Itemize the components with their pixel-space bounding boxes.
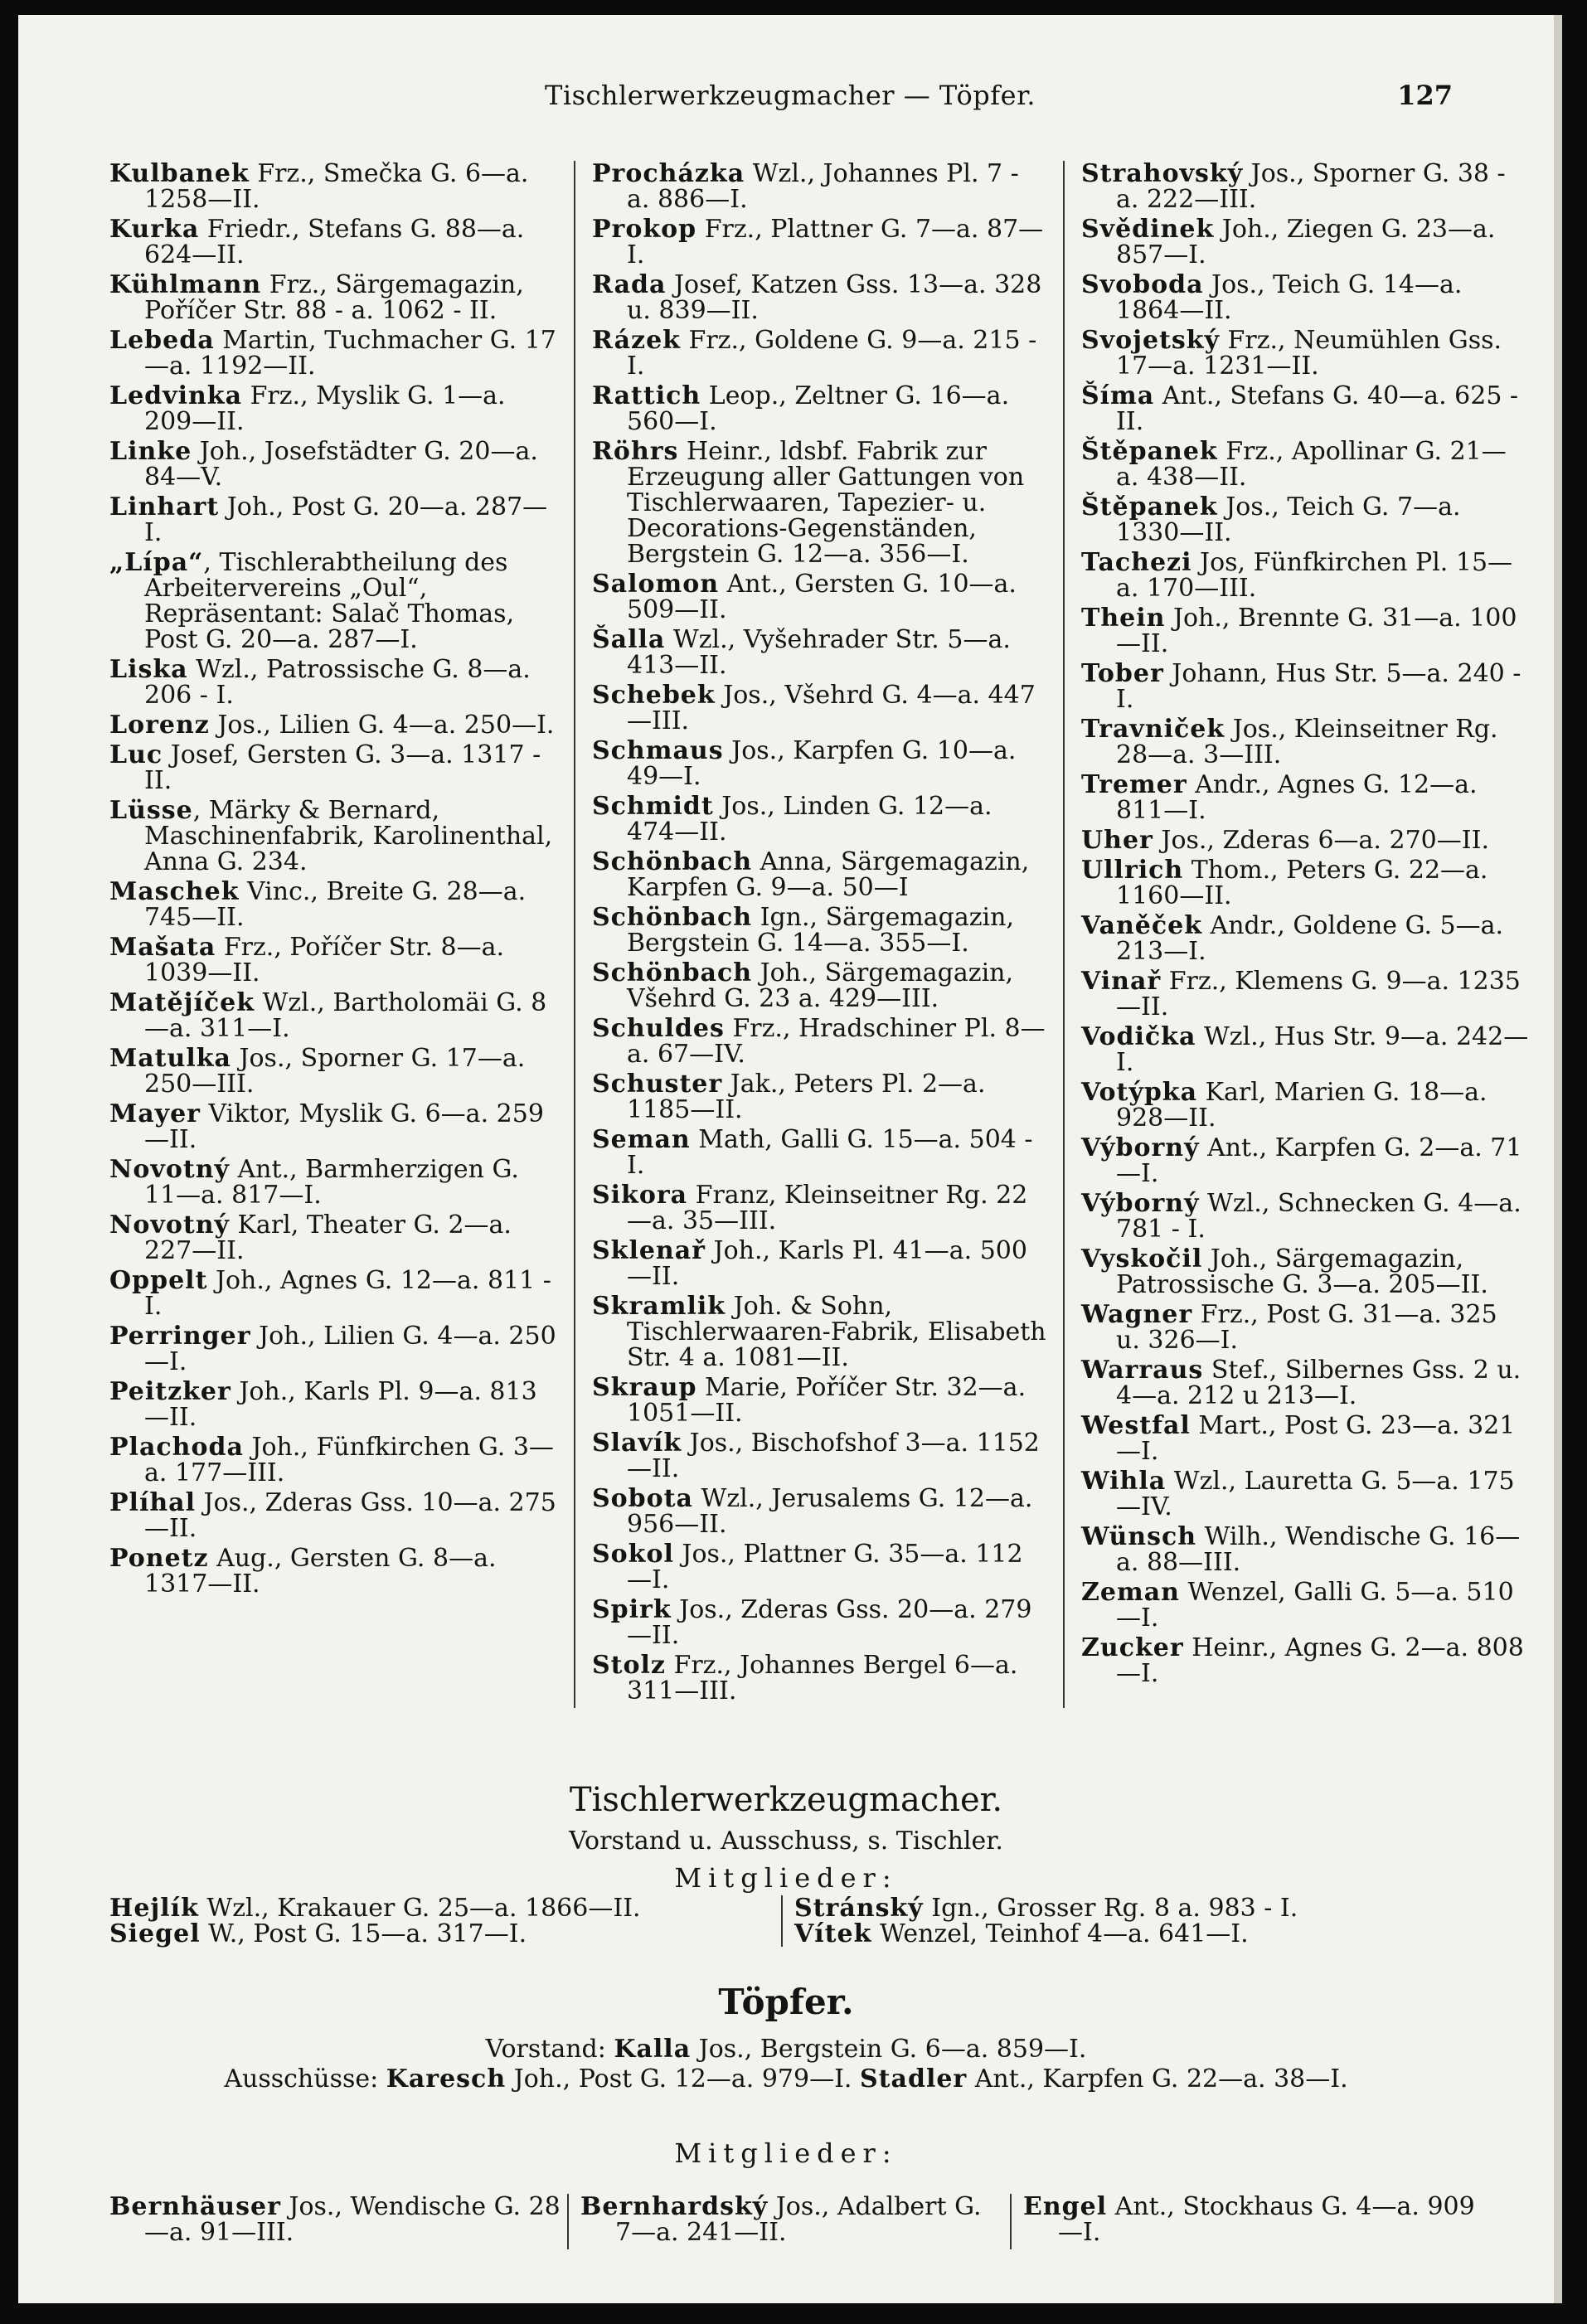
directory-entry [109,1895,781,1921]
vorstand-label: Vorstand: [485,2035,614,2064]
directory-entry [1081,968,1529,1020]
ausschuss-detail-1: Joh., Post G. 12—a. 979—I. [506,2064,860,2094]
entry-name: Bernhäuser [109,2192,281,2221]
entry-details: Vinc., Breite G. 28—a. 745—II. [144,877,527,932]
entry-name: Vinař [1081,967,1162,996]
entry-name: Westfal [1081,1411,1191,1440]
directory-entry [1081,716,1529,768]
directory-entry [592,1127,1046,1178]
entry-details: Frz., Plattner G. 7—a. 87—I. [627,215,1044,269]
entry-name: Bernhardský [580,2192,769,2221]
entry-details: Jos, Fünfkirchen Pl. 15—a. 170—III. [1116,548,1513,603]
entry-details: Wzl., Schnecken G. 4—a. 781 - I. [1116,1189,1521,1244]
entry-name: Mašata [109,933,216,962]
directory-entry [592,383,1046,434]
directory-entry [1081,272,1529,323]
entry-details: Frz., Poříčer Str. 8—a. 1039—II. [144,933,505,987]
entry-name: Salomon [592,570,720,599]
entry-name: Strahovský [1081,159,1244,188]
directory-entry [592,682,1046,734]
entry-details: Ign., Grosser Rg. 8 a. 983 - I. [923,1894,1298,1923]
werkzeug-members [109,1895,1519,1947]
entry-name: Stránský [794,1894,924,1923]
entry-name: Kulbanek [109,159,250,188]
directory-entry [109,2194,567,2245]
directory-entry [794,1895,1453,1921]
topfer-column-2 [567,2194,1012,2249]
directory-entry [1081,605,1529,657]
entry-details: Wzl., Hus Str. 9—a. 242—I. [1116,1022,1529,1077]
directory-entry [1081,661,1529,712]
entry-name: Maschek [109,877,240,906]
directory-entry [592,1652,1046,1704]
directory-entry [109,1921,781,1947]
directory-page [18,15,1562,2303]
directory-entry [109,1212,557,1264]
entry-name: Ullrich [1081,856,1184,885]
directory-entry [109,1434,557,1486]
entry-details: Ant., Karpfen G. 2—a. 71—I. [1116,1133,1522,1188]
directory-entry [592,161,1046,212]
entry-details: Josef, Katzen Gss. 13—a. 328 u. 839—II. [627,270,1042,325]
entry-details: Math, Galli G. 15—a. 504 - I. [627,1125,1033,1180]
directory-entry [1081,327,1529,379]
entry-name: Štěpanek [1081,437,1218,466]
directory-entry [592,439,1046,567]
directory-entry [592,738,1046,789]
entry-name: Matějíček [109,988,255,1017]
directory-entry [109,1268,557,1319]
entry-details: Frz., Post G. 31—a. 325 u. 326—I. [1116,1300,1497,1355]
entry-details: Karl, Theater G. 2—a. 227—II. [144,1211,512,1265]
directory-entry [1081,1080,1529,1131]
entry-details: Wenzel, Galli G. 5—a. 510—I. [1116,1578,1514,1633]
directory-entry [1081,494,1529,546]
entry-details: Jos., Linden G. 12—a. 474—II. [627,792,992,847]
entry-name: Luc [109,740,163,769]
directory-entry [109,327,557,379]
entry-columns [109,161,1529,1708]
column-1 [109,161,574,1601]
entry-name: Schönbach [592,847,753,876]
entry-name: Liska [109,655,188,684]
entry-details: Frz., Neumühlen Gss. 17—a. 1231—II. [1116,326,1502,381]
page-number: 127 [1397,80,1453,111]
entry-name: Sikora [592,1181,688,1210]
entry-name: Plíhal [109,1488,196,1517]
entry-name: Procházka [592,159,745,188]
entry-name: Vyskočil [1081,1244,1203,1274]
ausschuss-label: Ausschüsse: [224,2064,386,2094]
entry-name: Siegel [109,1919,201,1948]
directory-entry [109,1323,557,1375]
directory-entry [109,742,557,793]
entry-details: Andr., Goldene G. 5—a. 213—I. [1116,911,1504,966]
section-title-topfer: Töpfer. [718,1982,854,2022]
entry-name: Tober [1081,659,1164,688]
directory-entry [592,327,1046,379]
entry-details: Ign., Särgemagazin, Bergstein G. 14—a. 355—I. [627,903,1014,958]
entry-details: Jos., Teich G. 7—a. 1330—II. [1116,492,1461,547]
entry-details: Marie, Poříčer Str. 32—a. 1051—II. [627,1373,1026,1428]
entry-name: Plachoda [109,1433,244,1462]
entry-details: , Tischlerabtheilung des Arbeitervereins „Oul“, Repräsentant: Salač Thomas, Post G. 20—a. 287—I. [144,548,515,654]
entry-details: Joh., Agnes G. 12—a. 811 - I. [144,1266,551,1321]
directory-entry [109,798,557,875]
directory-entry [592,1238,1046,1289]
directory-entry [1081,1135,1529,1186]
directory-entry [109,439,557,490]
directory-entry [592,793,1046,845]
entry-details: Wzl., Lauretta G. 5—a. 175—IV. [1116,1467,1515,1521]
entry-name: Štěpanek [1081,492,1218,522]
directory-entry [1081,1468,1529,1520]
entry-name: Schebek [592,681,716,710]
directory-entry [592,272,1046,323]
entry-name: Perringer [109,1322,251,1351]
entry-details: Jak., Peters Pl. 2—a. 1185—II. [627,1070,986,1124]
entry-details: Heinr., Agnes G. 2—a. 808—I. [1116,1633,1524,1688]
entry-name: Svojetský [1081,326,1221,355]
werkzeug-right-list [781,1895,1453,1947]
entry-details: Stef., Silbernes Gss. 2 u. 4—a. 212 u 213—I. [1116,1356,1521,1410]
directory-entry [592,1541,1046,1593]
topfer-column-3 [1012,2194,1476,2249]
topfer-vorstand [18,2036,1554,2062]
directory-entry [592,1597,1046,1648]
entry-details: Heinr., ldsbf. Fabrik zur Erzeugung aller Gattungen von Tischlerwaaren, Tapezier- u. Decorations-Gegenständen, Bergstein G. 12—a. 356—I. [627,437,1025,569]
entry-name: Vítek [794,1919,872,1948]
entry-details: Ant., Gersten G. 10—a. 509—II. [627,570,1017,624]
entry-details: Wenzel, Teinhof 4—a. 641—I. [871,1919,1249,1948]
entry-name: Vodička [1081,1022,1196,1051]
entry-name: Schmaus [592,736,724,765]
entry-name: Peitzker [109,1377,231,1406]
entry-details: Josef, Gersten G. 3—a. 1317 - II. [144,740,541,795]
directory-entry [1081,1024,1529,1075]
directory-entry [1081,857,1529,909]
entry-name: Rattich [592,381,701,410]
entry-name: Mayer [109,1099,201,1128]
entry-details: Aug., Gersten G. 8—a. 1317—II. [144,1544,497,1599]
entry-name: Lorenz [109,711,210,740]
entry-details: Jos., Teich G. 14—a. 1864—II. [1116,270,1463,325]
directory-entry [109,1101,557,1152]
directory-entry [1081,216,1529,268]
entry-details: Mart., Post G. 23—a. 321—I. [1116,1411,1516,1466]
topfer-members [109,2194,1476,2249]
directory-entry [1081,161,1529,212]
entry-details: Karl, Marien G. 18—a. 928—II. [1116,1078,1488,1133]
entry-name: Šalla [592,625,666,654]
directory-entry [109,1157,557,1208]
directory-entry [109,657,557,708]
entry-name: Novotný [109,1211,230,1240]
entry-details: Jos., Adalbert G. 7—a. 241—II. [615,2192,982,2247]
entry-details: Wzl., Bartholomäi G. 8—a. 311—I. [144,988,547,1043]
entry-name: Slavík [592,1429,682,1458]
directory-entry [1081,1524,1529,1575]
entry-name: Ledvinka [109,381,243,410]
directory-entry [580,2194,998,2245]
entry-details: Wzl., Johannes Pl. 7 - a. 886—I. [627,159,1019,214]
directory-entry [592,905,1046,956]
entry-name: Röhrs [592,437,679,466]
entry-name: Wünsch [1081,1522,1197,1551]
entry-details: Friedr., Stefans G. 88—a. 624—II. [144,215,525,269]
directory-entry [109,1046,557,1097]
entry-name: Wihla [1081,1467,1167,1496]
entry-details: Jos., Lilien G. 4—a. 250—I. [209,711,555,740]
entry-details: Jos., Zderas Gss. 10—a. 275—II. [144,1488,556,1543]
entry-details: Jos., Sporner G. 38 - a. 222—III. [1116,159,1506,214]
entry-name: Hejlík [109,1894,199,1923]
page-header [109,80,1471,126]
directory-entry [109,934,557,986]
entry-name: Sobota [592,1484,693,1513]
entry-details: Anna, Särgemagazin, Karpfen G. 9—a. 50—I [627,847,1030,902]
directory-entry [1023,2194,1476,2245]
directory-entry [1081,1635,1529,1686]
directory-entry [592,960,1046,1012]
entry-details: Ant., Barmherzigen G. 11—a. 817—I. [144,1155,519,1210]
entry-details: Wzl., Patrossische G. 8—a. 206 - I. [144,655,531,710]
entry-name: Sklenař [592,1236,706,1265]
entry-name: Warraus [1081,1356,1204,1385]
directory-entry [109,990,557,1041]
entry-name: Skraup [592,1373,697,1402]
directory-entry [1081,827,1529,853]
entry-name: Engel [1023,2192,1108,2221]
entry-details: Joh., Fünfkirchen G. 3—a. 177—III. [144,1433,554,1487]
entry-name: Schuldes [592,1014,725,1043]
entry-name: Travniček [1081,715,1225,744]
entry-name: Schönbach [592,903,753,932]
entry-details: Jos., Všehrd G. 4—a. 447—III. [627,681,1036,735]
entry-details: Martin, Tuchmacher G. 17—a. 1192—II. [144,326,556,381]
entry-name: Wagner [1081,1300,1193,1329]
entry-name: Oppelt [109,1266,208,1295]
entry-name: Lebeda [109,326,215,355]
entry-details: Jos., Kleinseitner Rg. 28—a. 3—III. [1116,715,1498,769]
directory-entry [109,272,557,323]
entry-details: Joh., Post G. 20—a. 287—I. [144,492,548,547]
entry-details: Frz., Klemens G. 9—a. 1235—II. [1116,967,1521,1021]
entry-details: , Märky & Bernard, Maschinenfabrik, Karolinenthal, Anna G. 234. [144,796,553,876]
directory-entry [1081,1357,1529,1409]
ausschuss-detail-2: Ant., Karpfen G. 22—a. 38—I. [967,2064,1348,2094]
entry-name: Matulka [109,1044,231,1073]
entry-details: Joh. & Sohn, Tischlerwaaren-Fabrik, Elisabeth Str. 4 a. 1081—II. [627,1292,1046,1372]
directory-entry [1081,772,1529,823]
entry-details: Frz., Apollinar G. 21—a. 438—II. [1116,437,1507,492]
entry-name: Lüsse [109,796,193,825]
entry-details: Frz., Hradschiner Pl. 8—a. 67—IV. [627,1014,1046,1069]
directory-entry [109,216,557,268]
entry-name: Tremer [1081,770,1187,799]
directory-entry [794,1921,1453,1947]
entry-details: Ant., Stockhaus G. 4—a. 909—I. [1058,2192,1475,2247]
directory-entry [592,849,1046,900]
entry-name: Zucker [1081,1633,1184,1662]
entry-name: Spirk [592,1595,672,1624]
entry-name: Novotný [109,1155,230,1184]
entry-name: Stolz [592,1651,666,1680]
entry-details: Jos., Zderas Gss. 20—a. 279—II. [627,1595,1032,1650]
entry-name: Tachezi [1081,548,1192,577]
entry-name: Thein [1081,604,1166,633]
directory-entry [592,627,1046,678]
directory-entry [109,161,557,212]
entry-details: Johann, Hus Str. 5—a. 240 - I. [1116,659,1521,714]
entry-name: Linhart [109,492,220,522]
directory-entry [109,879,557,930]
werkzeug-left-list [109,1895,781,1947]
entry-details: Frz., Johannes Bergel 6—a. 311—III. [627,1651,1018,1705]
directory-entry [109,1490,557,1541]
directory-entry [109,383,557,434]
entry-name: Svoboda [1081,270,1204,299]
entry-name: Kurka [109,215,200,244]
section-subtitle-werkzeugmacher: Vorstand u. Ausschuss, s. Tischler. [569,1827,1003,1856]
directory-entry [109,1379,557,1430]
entry-name: Rázek [592,326,681,355]
entry-name: Linke [109,437,192,466]
entry-details: Joh., Karls Pl. 9—a. 813—II. [144,1377,537,1432]
entry-details: Joh., Brennte G. 31—a. 100—II. [1116,604,1517,658]
entry-details: Wzl., Krakauer G. 25—a. 1866—II. [198,1894,641,1923]
entry-details: Viktor, Myslik G. 6—a. 259—II. [144,1099,544,1154]
entry-details: Ant., Stefans G. 40—a. 625 - II. [1116,381,1519,436]
directory-entry [109,494,557,546]
directory-entry [592,1182,1046,1234]
entry-name: Rada [592,270,667,299]
directory-entry [592,1016,1046,1067]
directory-entry [109,550,557,653]
entry-details: Wilh., Wendische G. 16—a. 88—III. [1116,1522,1521,1577]
entry-name: Výborný [1081,1189,1200,1218]
topfer-column-1 [109,2194,567,2249]
section-title-werkzeugmacher: Tischlerwerkzeugmacher. [569,1781,1003,1819]
entry-details: Joh., Karls Pl. 41—a. 500—II. [627,1236,1027,1291]
entry-details: Joh., Särgemagazin, Všehrd G. 23 a. 429—III. [627,958,1014,1013]
directory-entry [1081,1302,1529,1353]
entry-name: Výborný [1081,1133,1200,1162]
entry-details: Franz, Kleinseitner Rg. 22—a. 35—III. [627,1181,1028,1235]
column-2 [574,161,1065,1708]
directory-entry [592,571,1046,623]
vorstand-detail: Jos., Bergstein G. 6—a. 859—I. [691,2035,1087,2064]
entry-details: Leop., Zeltner G. 16—a. 560—I. [627,381,1010,436]
entry-details: Andr., Agnes G. 12—a. 811—I. [1116,770,1478,825]
directory-entry [1081,1413,1529,1464]
directory-entry [1081,1246,1529,1298]
directory-entry [1081,1191,1529,1242]
column-3 [1065,161,1529,1691]
directory-entry [1081,383,1529,434]
entry-name: Sokol [592,1540,674,1569]
entry-details: W., Post G. 15—a. 317—I. [200,1919,527,1948]
entry-details: Frz., Goldene G. 9—a. 215 - I. [627,326,1037,381]
entry-name: Seman [592,1125,691,1154]
entry-details: Joh., Josefstädter G. 20—a. 84—V. [144,437,538,492]
members-heading: Mitglieder: [674,1862,898,1894]
topfer-members-heading: Mitglieder: [674,2137,898,2169]
entry-details: Jos., Bischofshof 3—a. 1152—II. [627,1429,1040,1483]
directory-entry [109,712,557,738]
entry-name: Skramlik [592,1292,726,1321]
vorstand-name: Kalla [614,2035,692,2064]
directory-entry [592,1375,1046,1426]
entry-details: Jos., Karpfen G. 10—a. 49—I. [627,736,1017,791]
entry-details: Wzl., Jerusalems G. 12—a. 956—II. [627,1484,1033,1539]
ausschuss-name-1: Karesch [386,2064,507,2094]
entry-name: Schmidt [592,792,714,821]
entry-details: Wzl., Vyšehrader Str. 5—a. 413—II. [627,625,1011,680]
entry-details: Joh., Ziegen G. 23—a. 857—I. [1116,215,1496,269]
entry-name: Kühlmann [109,270,262,299]
entry-name: Votýpka [1081,1078,1198,1107]
entry-name: Uher [1081,826,1153,855]
directory-entry [1081,1579,1529,1631]
directory-entry [1081,439,1529,490]
entry-name: Schuster [592,1070,723,1099]
entry-details: Jos., Plattner G. 35—a. 112—I. [627,1540,1023,1594]
directory-entry [1081,913,1529,964]
directory-entry [592,216,1046,268]
entry-details: Frz., Smečka G. 6—a. 1258—II. [144,159,529,214]
ausschuss-name-2: Stadler [860,2064,968,2094]
entry-name: Svědinek [1081,215,1215,244]
entry-name: Ponetz [109,1544,209,1573]
entry-name: Šíma [1081,381,1155,410]
directory-entry [592,1486,1046,1537]
entry-details: Joh., Särgemagazin, Patrossische G. 3—a. 205—II. [1116,1244,1488,1299]
entry-name: Vaněček [1081,911,1202,940]
running-title: Tischlerwerkzeugmacher — Töpfer. [544,80,1036,111]
entry-details: Frz., Särgemagazin, Poříčer Str. 88 - a. 1062 - II. [144,270,524,325]
entry-details: Frz., Myslik G. 1—a. 209—II. [144,381,506,436]
entry-details: Joh., Lilien G. 4—a. 250—I. [144,1322,556,1376]
entry-details: Jos., Wendische G. 28—a. 91—III. [144,2192,561,2247]
directory-entry [592,1293,1046,1371]
directory-entry [109,1545,557,1597]
entry-name: Prokop [592,215,697,244]
entry-details: Jos., Sporner G. 17—a. 250—III. [144,1044,526,1099]
topfer-ausschuesse [18,2066,1554,2092]
directory-entry [592,1430,1046,1482]
entry-details: Thom., Peters G. 22—a. 1160—II. [1116,856,1488,910]
directory-entry [592,1071,1046,1123]
entry-details: Jos., Zderas 6—a. 270—II. [1153,826,1490,855]
entry-name: „Lípa“ [109,548,204,577]
entry-name: Zeman [1081,1578,1180,1607]
directory-entry [1081,550,1529,601]
entry-name: Schönbach [592,958,753,987]
